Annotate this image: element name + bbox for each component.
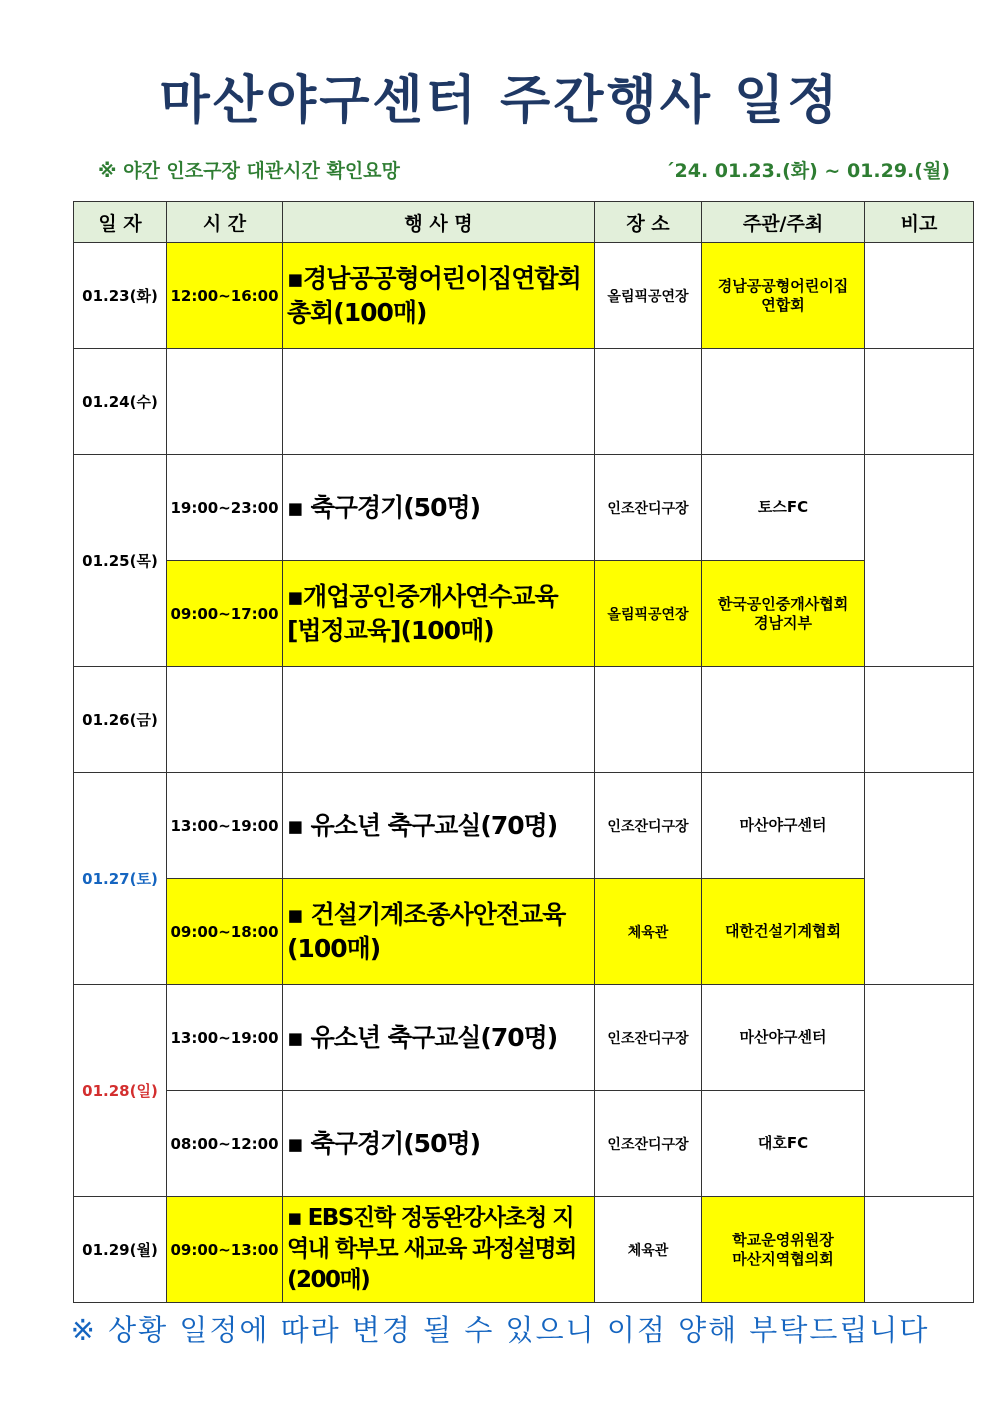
time-cell: 19:00~23:00 — [167, 455, 283, 561]
header-time: 시 간 — [167, 202, 283, 243]
note-cell — [865, 455, 974, 667]
time-cell: 08:00~12:00 — [167, 1091, 283, 1197]
time-cell — [167, 349, 283, 455]
time-cell: 09:00~18:00 — [167, 879, 283, 985]
date-cell: 01.29(월) — [74, 1197, 167, 1303]
date-cell: 01.28(일) — [74, 985, 167, 1197]
host-cell: 한국공인중개사협회 경남지부 — [702, 561, 865, 667]
header-note: 비고 — [865, 202, 974, 243]
table-row — [74, 667, 974, 773]
notice-text: ※ 야간 인조구장 대관시간 확인요망 — [98, 160, 400, 182]
place-cell: 체육관 — [595, 1197, 702, 1303]
table-row — [74, 455, 974, 561]
header-event: 행 사 명 — [283, 202, 595, 243]
host-cell: 마산야구센터 — [702, 985, 865, 1091]
place-cell — [595, 349, 702, 455]
event-cell: ▪ 축구경기(50명) — [283, 1091, 595, 1197]
place-cell: 인조잔디구장 — [595, 1091, 702, 1197]
date-cell: 01.25(목) — [74, 455, 167, 667]
host-cell: 대호FC — [702, 1091, 865, 1197]
header-place: 장 소 — [595, 202, 702, 243]
host-cell — [702, 667, 865, 773]
event-cell: ▪ 건설기계조종사안전교육(100매) — [283, 879, 595, 985]
place-cell: 인조잔디구장 — [595, 455, 702, 561]
host-cell: 경남공공형어린이집 연합회 — [702, 243, 865, 349]
table-row — [74, 243, 974, 349]
table-row — [74, 1091, 974, 1197]
time-cell: 13:00~19:00 — [167, 773, 283, 879]
place-cell: 인조잔디구장 — [595, 985, 702, 1091]
time-cell — [167, 667, 283, 773]
note-cell — [865, 1197, 974, 1303]
event-cell: ▪ 유소년 축구교실(70명) — [283, 773, 595, 879]
date-cell: 01.24(수) — [74, 349, 167, 455]
time-cell: 13:00~19:00 — [167, 985, 283, 1091]
event-cell: ▪ EBS진학 정동완강사초청 지역내 학부모 새교육 과정설명회(200매) — [283, 1197, 595, 1303]
host-cell: 토스FC — [702, 455, 865, 561]
note-cell — [865, 985, 974, 1197]
event-cell: ▪경남공공형어린이집연합회총회(100매) — [283, 243, 595, 349]
event-cell — [283, 349, 595, 455]
place-cell: 체육관 — [595, 879, 702, 985]
host-cell — [702, 349, 865, 455]
place-cell — [595, 667, 702, 773]
date-cell: 01.23(화) — [74, 243, 167, 349]
event-cell: ▪ 유소년 축구교실(70명) — [283, 985, 595, 1091]
event-cell: ▪ 축구경기(50명) — [283, 455, 595, 561]
table-header-row — [74, 202, 974, 243]
table-row — [74, 985, 974, 1091]
time-cell: 09:00~17:00 — [167, 561, 283, 667]
event-cell — [283, 667, 595, 773]
header-date: 일 자 — [74, 202, 167, 243]
date-cell: 01.27(토) — [74, 773, 167, 985]
table-row — [74, 773, 974, 879]
header-host: 주관/주최 — [702, 202, 865, 243]
table-row — [74, 1197, 974, 1303]
host-cell: 마산야구센터 — [702, 773, 865, 879]
host-cell: 대한건설기계협회 — [702, 879, 865, 985]
time-cell: 12:00~16:00 — [167, 243, 283, 349]
page-title: 마산야구센터 주간행사 일정 — [159, 71, 841, 131]
table-row — [74, 349, 974, 455]
time-cell: 09:00~13:00 — [167, 1197, 283, 1303]
note-cell — [865, 349, 974, 455]
schedule-table — [73, 201, 974, 1303]
place-cell: 올림픽공연장 — [595, 243, 702, 349]
host-cell: 학교운영위원장 마산지역협의회 — [702, 1197, 865, 1303]
note-cell — [865, 243, 974, 349]
event-cell: ▪개업공인중개사연수교육[법정교육](100매) — [283, 561, 595, 667]
place-cell: 올림픽공연장 — [595, 561, 702, 667]
period-text: ´24. 01.23.(화) ~ 01.29.(월) — [665, 160, 950, 182]
table-row — [74, 561, 974, 667]
note-cell — [865, 667, 974, 773]
note-cell — [865, 773, 974, 985]
place-cell: 인조잔디구장 — [595, 773, 702, 879]
footer-notice: ※ 상황 일정에 따라 변경 될 수 있으니 이점 양해 부탁드립니다 — [70, 1313, 930, 1347]
date-cell: 01.26(금) — [74, 667, 167, 773]
table-row — [74, 879, 974, 985]
